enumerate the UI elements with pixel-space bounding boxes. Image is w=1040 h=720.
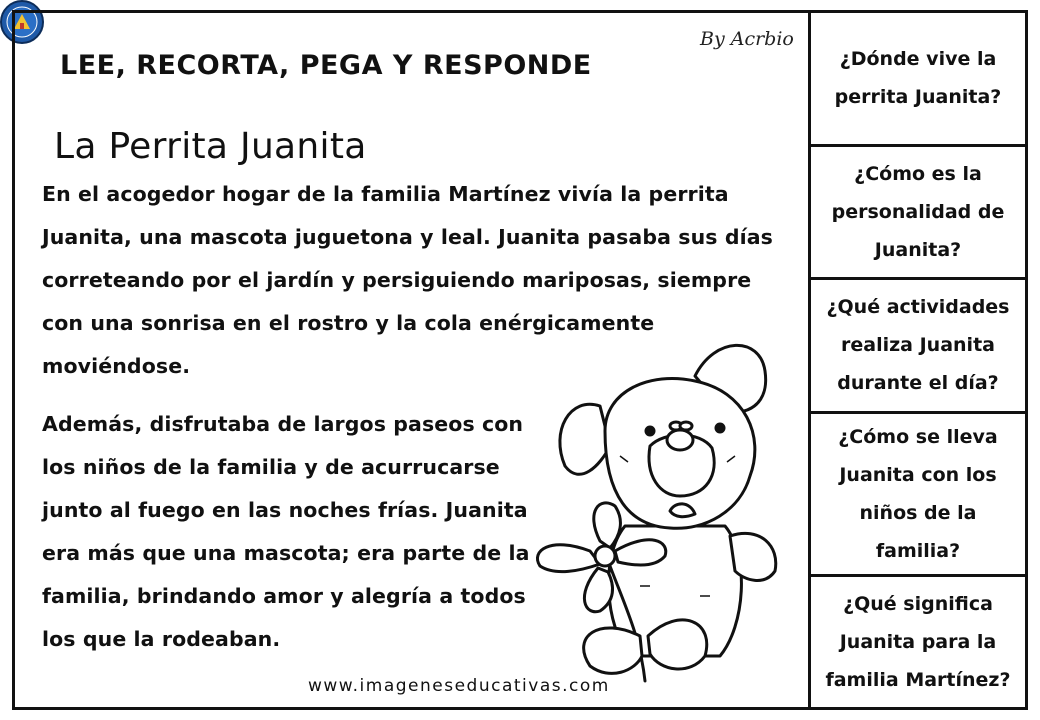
question-text: ¿Qué significa Juanita para la familia Martínez? xyxy=(825,592,1011,691)
question-box-4 xyxy=(808,414,1028,577)
question-text: ¿Dónde vive la perrita Juanita? xyxy=(834,48,1002,109)
story-title: La Perrita Juanita xyxy=(54,126,367,167)
dog-with-flower-illustration xyxy=(530,336,810,686)
questions-column xyxy=(808,10,1028,710)
worksheet-title: LEE, RECORTA, PEGA Y RESPONDE xyxy=(60,50,592,81)
question-box-1 xyxy=(808,10,1028,147)
author-credit: By Acrbio xyxy=(700,28,794,50)
question-box-2 xyxy=(808,147,1028,281)
question-box-5 xyxy=(808,577,1028,711)
question-text: ¿Cómo se lleva Juanita con los niños de la familia? xyxy=(838,425,998,562)
story-paragraph-2: Además, disfrutaba de largos paseos con los niños de la familia y de acurrucarse junto al fuego en las noches frías. Juanita era más que una mascota; era parte de la familia, brindando amor y alegría a todos los que la rodeaban. xyxy=(42,412,530,651)
question-text: ¿Cómo es la personalidad de Juanita? xyxy=(831,162,1005,261)
question-text: ¿Qué actividades realiza Juanita durante el día? xyxy=(826,296,1010,395)
question-box-3 xyxy=(808,280,1028,414)
website-url: www.imageneseducativas.com xyxy=(308,676,610,696)
story-paragraph-1: En el acogedor hogar de la familia Martínez vivía la perrita Juanita, una mascota juguetona y leal. Juanita pasaba sus días correteando por el jardín y persiguiendo mariposas, siempre con una sonrisa en el rostro y la cola enérgicamente moviéndose. xyxy=(42,182,773,378)
